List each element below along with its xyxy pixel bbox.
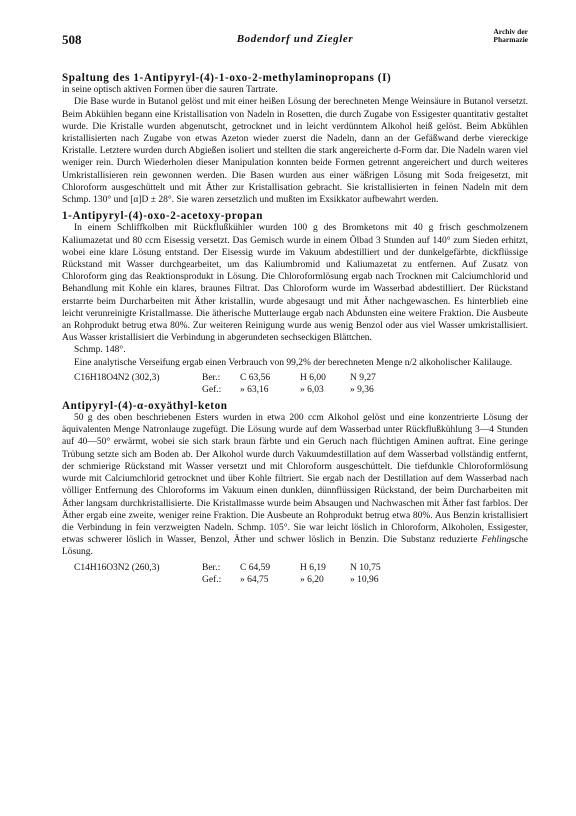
journal-name-line1: Archiv der: [493, 27, 528, 36]
analysis-label: Gef.:: [202, 384, 222, 395]
analysis-label: Ber.:: [202, 562, 221, 573]
analysis-value: » 9,36: [350, 384, 374, 395]
elemental-analysis: [74, 372, 528, 396]
analysis-values: [202, 372, 400, 396]
paragraph: Schmp. 148°.: [74, 345, 126, 356]
analysis-value: » 6,03: [300, 384, 324, 395]
section-title: 1-Antipyryl-(4)-oxo-2-acetoxy-propan: [62, 210, 263, 223]
eponym-fehling: Fehling: [481, 535, 512, 546]
section-title: Antipyryl-(4)-α-oxyäthyl-keton: [62, 399, 228, 412]
analysis-value: C 64,59: [240, 562, 271, 573]
analysis-values: [202, 562, 400, 586]
paragraph: In einem Schliffkolben mit Rückflußkühler wurden 100 g des Bromketons mit 40 g frisch geschmolzenem Kaliumazetat und 80 ccm Eisessig versetzt. Das Gemisch wurde in einem Ölbad 3 Stunden auf 140° zum Sieden erhitzt, wobei eine klare Lösung entstand. Der Eisessig wurde im Vakuum abdestilliert und der dunkelgefärbte, dickflüssige Rückstand mit Wasser durchgearbeitet, um das Kaliumbromid und Kaliumazetat zu entfernen. Auf Zusatz von Chloroform ging das Reaktionsprodukt in Lösung. Die Chloroformlösung ergab nach Trocknen mit Calciumchlorid und Behandlung mit Kohle ein klares, braunes Filtrat. Das Chloroform wurde im Wasserbad abdestilliert. Der Rückstand erstarrte beim Durcharbeiten mit Äther kristallin, wurde abgesaugt und mit Äther nachgewaschen. Es hinterblieb eine leicht verunreinigte Kristallmasse. Die ätherische Mutterlauge ergab nach Abdunsten eine weitere Fraktion. Die Ausbeute an Rohprodukt betrug etwa 80%. Zur weiteren Reinigung wurde aus wenig Benzol oder aus viel Wasser umkristallisiert. Aus Wasser kristallisiert die Verbindung in abgerundeten sechseckigen Blättchen.: [62, 223, 528, 344]
analysis-value: C 63,56: [240, 372, 271, 383]
journal-name-line2: Pharmazie: [493, 35, 528, 44]
article-body: [62, 72, 528, 586]
running-head: Bodendorf und Ziegler: [236, 33, 354, 45]
paragraph: [62, 412, 528, 558]
paragraph-text: 50 g des oben beschriebenen Esters wurden in etwa 200 ccm Alkohol gelöst und eine konzentrierte Lösung der äquivalenten Menge Natronlauge zugefügt. Die Lösung wurde auf dem Wasserbad unter Rückflußkühlung 3—4 Stunden auf 40—50° erwärmt, wobei sie sich stark braun färbte und ein Geruch nach flüchtigen Aminen auftrat. Eine geringe Trübung setzte sich am Boden ab. Der Alkohol wurde durch Vakuumdestillation auf dem Wasserbad vollständig entfernt, der schmierige Rückstand mit Wasser versetzt und mit Chloroform ausgeschüttelt. Die tiefdunkle Chloroformlösung wurde mit Calciumchlorid getrocknet und über Kohle filtriert. Sie ergab nach der Destillation auf dem Wasserbad nach völliger Entfernung des Chloroforms im Vakuum einen dunklen, dünnflüssigen Rückstand, der beim Durcharbeiten mit Äther langsam durchkristallisierte. Die Kristallmasse wurde beim Absaugen und Nachwaschen mit Äther fast farblos. Der Äther ergab eine zweite, weniger reine Fraktion. Die Ausbeute an Rohprodukt betrug etwa 80%. Aus Benzin kristallisiert die Verbindung in fein verzweigten Nadeln. Schmp. 105°. Sie war leicht löslich in Chloroform, Alkoholen, Essigester, etwas schwerer löslich in Wasser, Benzol, Äther und schwer löslich in Benzin. Die Substanz reduzierte: [62, 413, 528, 546]
analysis-value: N 10,75: [350, 562, 381, 573]
analysis-label: Ber.:: [202, 372, 221, 383]
analysis-value: » 63,16: [240, 384, 269, 395]
analysis-label: Gef.:: [202, 574, 222, 585]
analysis-value: H 6,00: [300, 372, 326, 383]
elemental-analysis: [74, 562, 528, 586]
page-header: [62, 28, 528, 50]
analysis-value: » 6,20: [300, 574, 324, 585]
section-title: Spaltung des 1-Antipyryl-(4)-1-oxo-2-methylaminopropans (I): [62, 72, 392, 84]
paragraph: Die Base wurde in Butanol gelöst und mit einer heißen Lösung der berechneten Menge Weinsäure in Butanol versetzt. Beim Abkühlen begann eine Kristallisation von Nadeln in Rosetten, die durch Zugabe von Essigester quantitativ gestaltet wurde. Die Kristalle wurden abgenutscht, getrocknet und in leicht verdünntem Alkohol heiß gelöst. Beim Abkühlen kristallisierten nach Zugabe von etwas Azeton wieder zuerst die Nadeln, dann an der Gefäßwand derbe viereckige Kristalle. Letztere wurden durch Abgießen isoliert und stellten die stark angereicherte d-Form dar. Die Nadeln waren viel weniger rein. Durch Wiederholen dieser Manipulation konnten beide Formen getrennt angereichert und durch weiteres Umkristallisieren rein gewonnen werden. Die Basen wurden aus einer wäßrigen Lösung mit Soda freigesetzt, mit Chloroform ausgeschüttelt und mit Äther zur Kristallisation gebracht. Sie kristallisierten in feinen Nadeln mit dem Schmp. 130° und [α]D ± 28°. Sie waren zersetzlich und mußten im Exsikkator aufbewahrt werden.: [62, 97, 528, 206]
molecular-formula: C16H18O4N2 (302,3): [74, 372, 160, 383]
molecular-formula: C14H16O3N2 (260,3): [74, 562, 160, 573]
analysis-value: H 6,19: [300, 562, 326, 573]
paragraph: Eine analytische Verseifung ergab einen Verbrauch von 99,2% der berechneten Menge n/2 alkoholischer Kalilauge.: [74, 357, 513, 368]
paragraph-text-end: sche Lösung.: [62, 535, 528, 558]
page-number: 508: [62, 32, 82, 47]
analysis-value: N 9,27: [350, 372, 376, 383]
analysis-value: » 64,75: [240, 574, 269, 585]
analysis-value: » 10,96: [350, 574, 379, 585]
journal-name: [493, 28, 528, 44]
section-subtitle: in seine optisch aktiven Formen über die sauren Tartrate.: [62, 85, 278, 96]
